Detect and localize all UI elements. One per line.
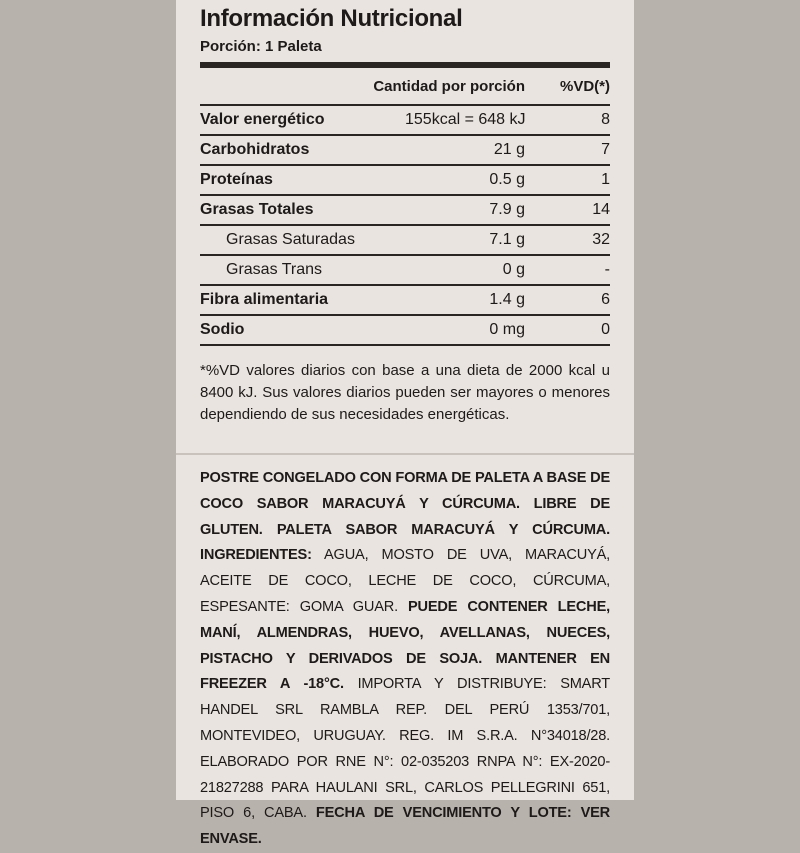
row-dv: 0 [601,321,610,338]
section-divider [176,453,634,455]
ingredients-panel [200,466,610,853]
product-label [176,0,634,848]
row-amount: 0 mg [489,321,525,338]
table-row [200,134,610,164]
header-amount: Cantidad por porción [373,77,525,95]
portion-size: Porción: 1 Paleta [200,38,322,55]
importer-info: IMPORTA Y DISTRIBUYE: SMART HANDEL SRL RAMBLA REP. DEL PERÚ 1353/701, MONTEVIDEO, URUGUAY. REG. IM S.R.A. N°34018/28. ELABORADO POR RNE N°: 02-035203 RNPA N°: EX-2020-21827288 PARA HAULANI SRL, CARLOS PELLEGRINI 651, PISO 6, CABA. [200,676,611,822]
row-name: Grasas Totales [200,201,314,218]
table-row [200,224,610,254]
row-amount: 0 g [502,261,525,278]
ingredients-list: AGUA, MOSTO DE UVA, MARACUYÁ, ACEITE DE COCO, LECHE DE COCO, CÚRCUMA, ESPESANTE: GOMA GUAR. [200,547,610,615]
row-dv: 1 [601,171,610,188]
flavor-line: PALETA SABOR MARACUYÁ Y CÚRCUMA. [276,521,611,538]
row-name: Fibra alimentaria [200,291,329,308]
table-row [200,284,610,314]
row-dv: 32 [592,231,610,248]
row-name: Grasas Saturadas [226,231,355,248]
nutrition-title: Información Nutricional [200,5,463,32]
row-dv: - [604,261,610,278]
row-amount: 0.5 g [489,171,525,188]
row-name: Proteínas [200,171,273,188]
footnote: *%VD valores diarios con base a una dieta de 2000 kcal u 8400 kJ. Sus valores diarios pueden ser mayores o menores dependiendo de sus necesidades energéticas. [200,362,610,423]
table-header [200,68,610,104]
row-amount: 7.1 g [489,231,525,248]
expiry-info: FECHA DE VENCIMIENTO Y LOTE: VER ENVASE. [200,805,610,848]
row-name: Carbohidratos [200,141,310,158]
table-row [200,104,610,134]
row-amount: 155kcal = 648 kJ [405,111,526,128]
row-dv: 8 [601,111,610,128]
table-row [200,194,610,224]
row-dv: 7 [601,141,610,158]
row-amount: 7.9 g [489,201,525,218]
table-row [200,254,610,284]
ingredients-label: INGREDIENTES: [200,547,312,564]
product-name: POSTRE CONGELADO CON FORMA DE PALETA A BASE DE COCO SABOR MARACUYÁ Y CÚRCUMA. LIBRE DE GLUTEN. [200,470,610,538]
table-row [200,164,610,194]
header-dv: %VD(*) [559,77,610,95]
row-name: Sodio [200,321,245,338]
row-dv: 14 [592,201,610,218]
allergen-warning: PUEDE CONTENER LECHE, MANÍ, ALMENDRAS, HUEVO, AVELLANAS, NUECES, PISTACHO Y DERIVADOS DE SOJA. MANTENER EN FREEZER A -18°C. [200,598,610,693]
nutrition-facts-panel [200,4,610,426]
table-row [200,314,610,346]
row-dv: 6 [601,291,610,308]
row-amount: 1.4 g [489,291,525,308]
row-name: Valor energético [200,111,325,128]
row-amount: 21 g [493,141,525,158]
row-name: Grasas Trans [226,261,323,278]
